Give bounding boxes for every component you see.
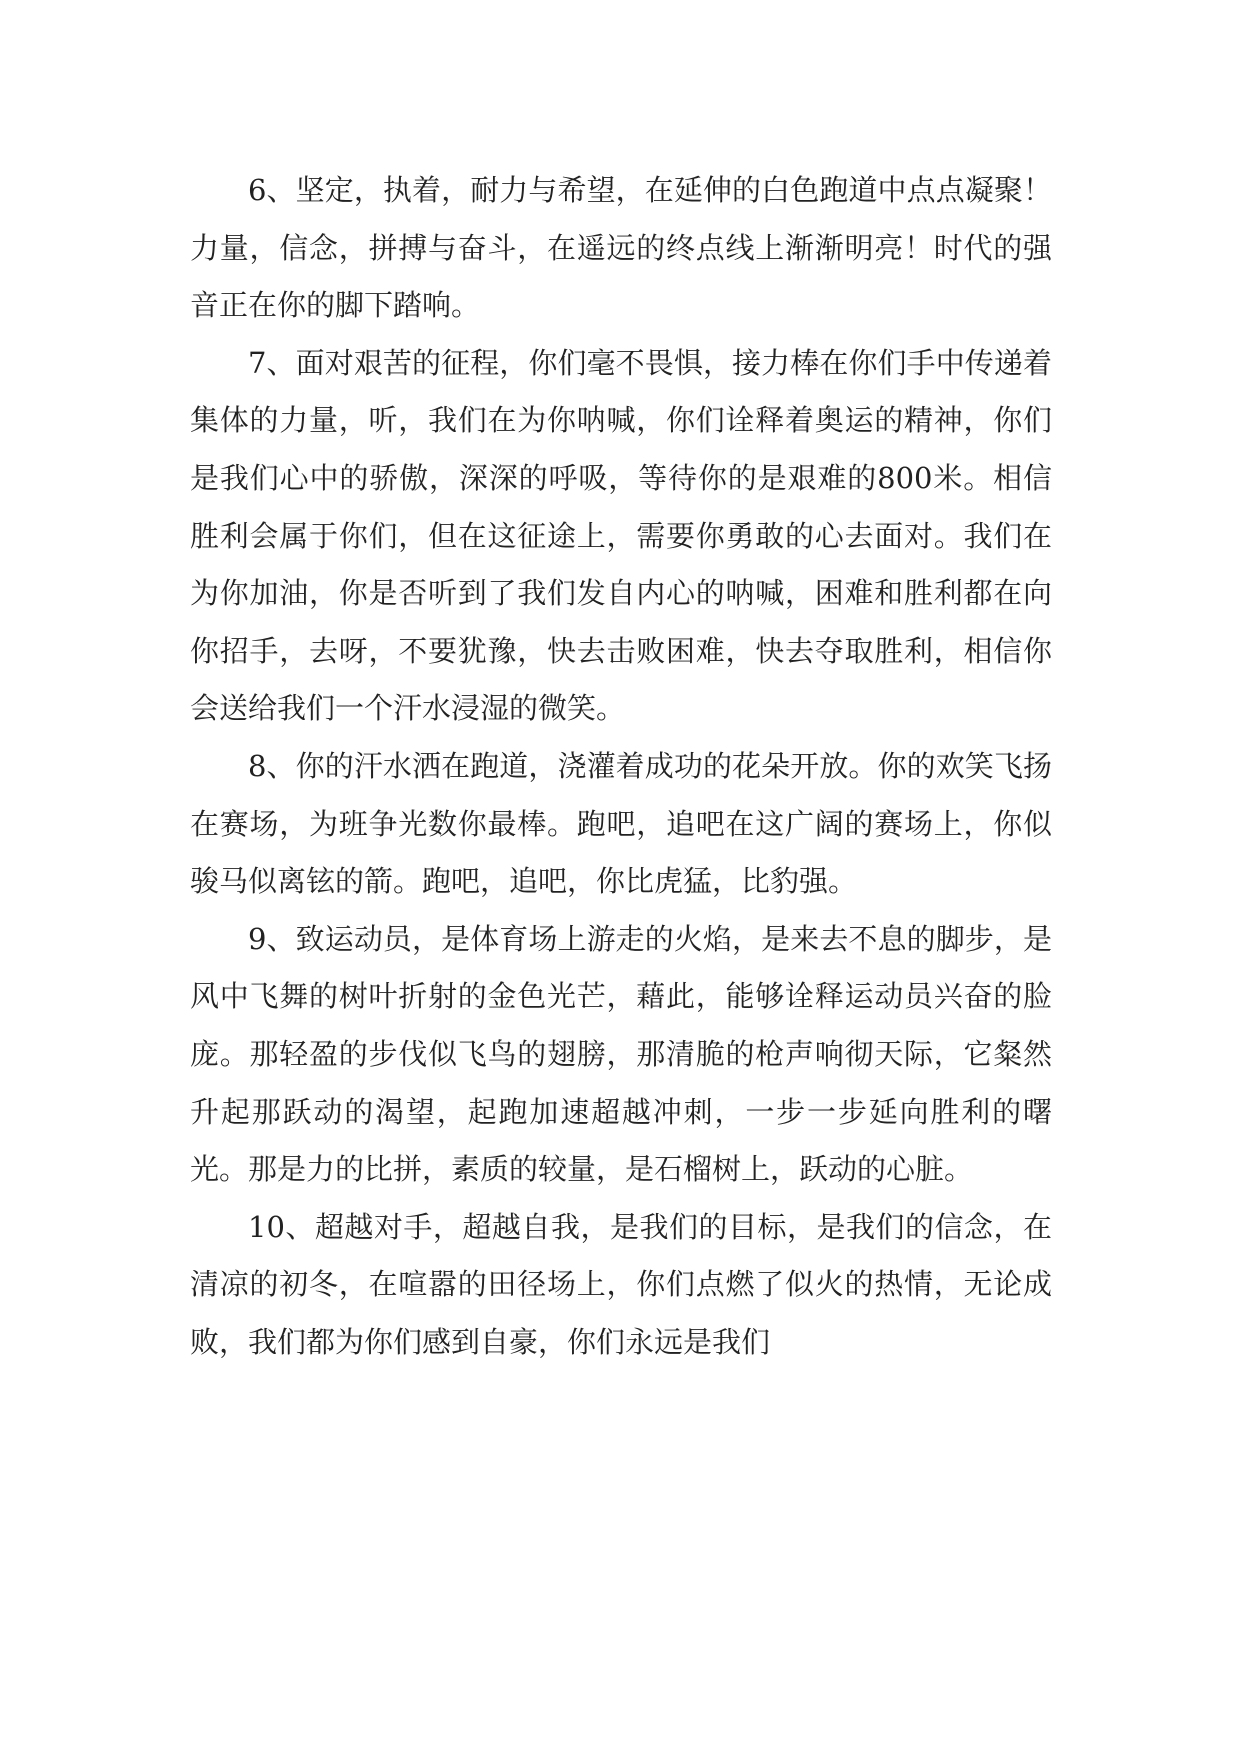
document-body bbox=[190, 162, 1052, 1371]
paragraph-10: 10、超越对手，超越自我，是我们的目标，是我们的信念，在清凉的初冬，在喧嚣的田径场上，你们点燃了似火的热情，无论成败，我们都为你们感到自豪，你们永远是我们 bbox=[190, 1209, 1052, 1359]
paragraph-8: 8、你的汗水洒在跑道，浇灌着成功的花朵开放。你的欢笑飞扬在赛场，为班争光数你最棒。跑吧，追吧在这广阔的赛场上，你似骏马似离铉的箭。跑吧，追吧，你比虎猛，比豹强。 bbox=[190, 748, 1052, 899]
paragraph-7: 7、面对艰苦的征程，你们毫不畏惧，接力棒在你们手中传递着集体的力量，听，我们在为你呐喊，你们诠释着奥运的精神，你们是我们心中的骄傲，深深的呼吸，等待你的是艰难的800米。相信胜利会属于你们，但在这征途上，需要你勇敢的心去面对。我们在为你加油，你是否听到了我们发自内心的呐喊，困难和胜利都在向你招手，去呀，不要犹豫，快去击败困难，快去夺取胜利，相信你会送给我们一个汗水浸湿的微笑。 bbox=[190, 345, 1052, 726]
paragraph-6: 6、坚定，执着，耐力与希望，在延伸的白色跑道中点点凝聚！力量，信念，拼搏与奋斗，在遥远的终点线上渐渐明亮！时代的强音正在你的脚下踏响。 bbox=[190, 173, 1052, 323]
paragraph-9: 9、致运动员，是体育场上游走的火焰，是来去不息的脚步，是风中飞舞的树叶折射的金色光芒，藉此，能够诠释运动员兴奋的脸庞。那轻盈的步伐似飞鸟的翅膀，那清脆的枪声响彻天际，它粲然升起那跃动的渴望，起跑加速超越冲刺，一步一步延向胜利的曙光。那是力的比拼，素质的较量，是石榴树上，跃动的心脏。 bbox=[190, 921, 1052, 1187]
